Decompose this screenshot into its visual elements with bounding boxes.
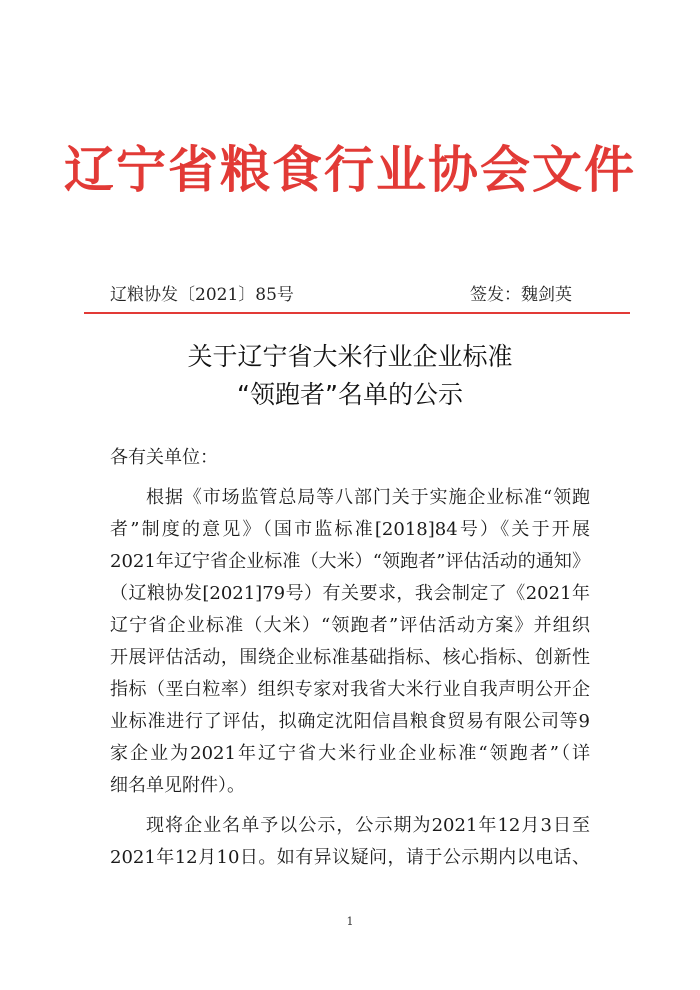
document-signer: 签发：魏剑英	[470, 285, 572, 305]
body-line: 辽宁省企业标准（大米）“领跑者”评估活动方案》并组织	[110, 615, 590, 636]
document-title-line-2: “领跑者”名单的公示	[237, 380, 463, 409]
document-number: 辽粮协发〔2021〕85号	[110, 285, 294, 305]
body-line: 指标（垩白粒率）组织专家对我省大米行业自我声明公开企	[110, 679, 590, 700]
salutation: 各有关单位：	[110, 447, 218, 468]
body-line: 开展评估活动，围绕企业标准基础指标、核心指标、创新性	[110, 647, 590, 668]
body-line: （辽粮协发[2021]79号）有关要求，我会制定了《2021年	[110, 583, 590, 604]
page-number: 1	[346, 915, 354, 928]
body-line: 现将企业名单予以公示，公示期为2021年12月3日至	[146, 815, 590, 836]
body-line: 2021年12月10日。如有异议疑问，请于公示期内以电话、	[110, 847, 590, 868]
document-title-line-1: 关于辽宁省大米行业企业标准	[187, 342, 513, 371]
body-line: 家企业为2021年辽宁省大米行业企业标准“领跑者”（详	[110, 743, 590, 764]
body-line: 者”制度的意见》（国市监标准[2018]84号）《关于开展	[110, 519, 590, 540]
document-header-title: 辽宁省粮食行业协会文件	[64, 140, 636, 199]
red-divider-line	[84, 312, 630, 314]
body-line: 2021年辽宁省企业标准（大米）“领跑者”评估活动的通知》	[110, 551, 590, 572]
body-line: 根据《市场监管总局等八部门关于实施企业标准“领跑	[146, 487, 590, 508]
body-line: 业标准进行了评估，拟确定沈阳信昌粮食贸易有限公司等9	[110, 711, 590, 732]
body-line: 细名单见附件）。	[110, 775, 245, 796]
